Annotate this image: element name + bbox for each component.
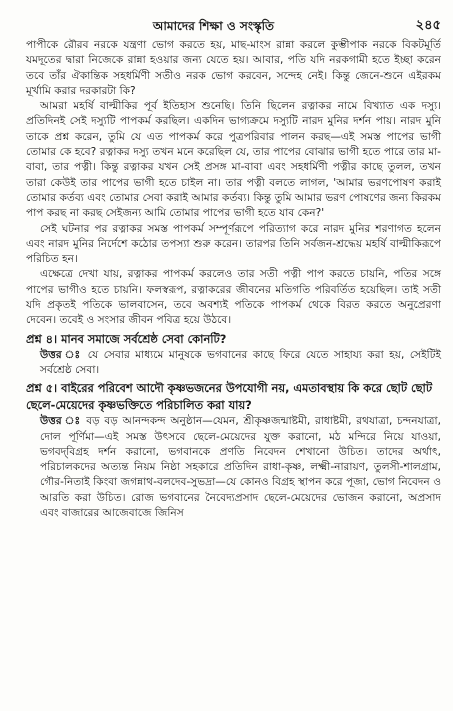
running-head: আমাদের শিক্ষা ও সংস্কৃতি: [152, 19, 275, 33]
paragraph: পাপীকে রৌরব নরকে যন্ত্রণা ভোগ করতে হয়, মাছ-মাংস রান্না করলে কুম্ভীপাক নরকে বিকটমূর্তি যমদূতের দ্বারা নিজেকে রান্না হওয়ার জন্য যেতে হয়। আবার, পতি যদি নরকগামী হতে ইচ্ছা করেন তবে তাঁর ঐকান্তিক সহধর্মিণী সতীও নরক ভোগ করবেন, সন্দেহ নেই। কিন্তু জেনে-শুনে এইরকম মূর্খামি করার দরকারটা কি?: [26, 39, 441, 97]
question-text: বাইরের পরিবেশ আদৌ কৃষ্ণভজনের উপযোগী নয়, এমতাবস্থায় কি করে ছোট ছোট ছেলে-মেয়েদের কৃষ্ণভক্তিতে পরিচালিত করা যায়?: [26, 381, 433, 413]
paragraph: এক্ষেত্রে দেখা যায়, রত্নাকর পাপকর্ম করলেও তার সতী পত্নী পাপ করতে চায়নি, পতির সঙ্গে পাপের ভাগীও হতে চায়নি। ফলস্বরূপ, রত্নাকরের জীবনের মতিগতি পরিবর্তিত হয়েছিল। তাই সতী যদি প্রকৃতই পতিকে ভালবাসেন, তবে অবশ্যই পতিকে পাপকর্ম থেকে বিরত করতে অনুপ্রেরণা দেবেন। তবেই ও সংসার জীবন পবিত্র হয়ে উঠবে।: [26, 268, 441, 327]
answer-label: উত্তর ঃ: [40, 415, 82, 428]
answer-text: বড় বড় আনন্দকন্দ অনুষ্ঠান—যেমন, শ্রীকৃষ্ণজন্মাষ্টমী, রাধাষ্টমী, রথযাত্রা, চন্দনযাত্রা, দোল পূর্ণিমা—এই সমস্ত উৎসবে ছেলে-মেয়েদের যুক্ত করানো, মঠ মন্দিরে নিয়ে যাওয়া, ভগবদ্‌বিগ্রহ দর্শন করানো, ভগবানকে প্রণতি নিবেদন শেখানো উচিত। তাদের অর্থাৎ, পরিচালকদের অত্যন্ত নিয়ম নিষ্ঠা সহকারে প্রতিদিন রাধা-কৃষ্ণ, লক্ষ্মী-নারায়ণ, তুলসী-শালগ্রাম, গৌর-নিতাই কিংবা জগন্নাথ-বলদেব-সুভদ্রা—যে কোনও বিগ্রহ স্থাপন করে পূজা, ভোগ নিবেদন ও আরতি করা উচিত। রোজ ভগবানের নৈবেদ্যপ্রসাদ ছেলে-মেয়েদের ভোজন করানো, অপ্রসাদ এবং বাজারের আজেবাজে জিনিস: [40, 415, 441, 520]
answer-label: উত্তর ঃ: [40, 348, 83, 361]
answer-5: [26, 414, 441, 521]
body-text: [26, 38, 441, 521]
question-text: মানব সমাজে সর্বশ্রেষ্ঠ সেবা কোনটি?: [61, 331, 227, 346]
paragraph: সেই ঘটনার পর রত্নাকর সমস্ত পাপকর্ম সম্পূর্ণরূপে পরিত্যাগ করে নারদ মুনির শরণাগত হলেন এবং নারদ মুনির নির্দেশে কঠোর তপস্যা শুরু করেন। তারপর তিনি সর্বজন-শ্রদ্ধেয় মহর্ষি বাল্মীকিরূপে পরিচিত হন।: [26, 222, 441, 266]
question-4: [26, 331, 441, 348]
question-label: প্রশ্ন ৪।: [26, 331, 58, 346]
question-5: [26, 380, 441, 414]
paragraph: আমরা মহর্ষি বাল্মীকির পূর্ব ইতিহাস শুনেছি। তিনি ছিলেন রত্নাকর নামে বিখ্যাত এক দস্যু। প্রতিদিনই সেই দস্যুটি পাপকর্ম করছিল। একদিন ভাগ্যক্রমে দস্যুটি নারদ মুনির দর্শন পায়। নারদ মুনি তাকে প্রশ্ন করেন, তুমি যে এত পাপকর্ম করে পুত্রপরিবার পালন করছ—এই সমস্ত পাপের ভাগী তোমার কে হবে? রত্নাকর দস্যু তখন মনে করেছিল যে, তার পাপের বোঝার ভাগী হতে পারে তার মা-বাবা, তার পত্নী। কিন্তু রত্নাকর যখন সেই প্রসঙ্গ মা-বাবা এবং সহধর্মিণী পত্নীর কাছে তুলল, তখন তারা কেউই তার পাপের ভাগী হতে চাইল না। তার পত্নী বলতে লাগল, 'আমার ভরণপোষণ করাই তোমার কর্তব্য এবং তোমার সেবা করাই আমার কর্তব্য। কিন্তু তুমি আমার ভরণ পোষণের জন্য কিরকম পাপ করছ না করছ সেইজন্য আমি তোমার পাপের ভাগী হতে যাব কেন?': [26, 100, 441, 220]
question-label: প্রশ্ন ৫।: [26, 381, 58, 396]
page-header: [26, 12, 441, 38]
page-number: ২৪৫: [415, 18, 441, 33]
answer-text: যে সেবার মাধ্যমে মানুষকে ভগবানের কাছে ফিরে যেতে সাহায্য করা হয়, সেইটিই সর্বশ্রেষ্ঠ সেবা।: [40, 348, 441, 376]
answer-4: [26, 348, 441, 379]
